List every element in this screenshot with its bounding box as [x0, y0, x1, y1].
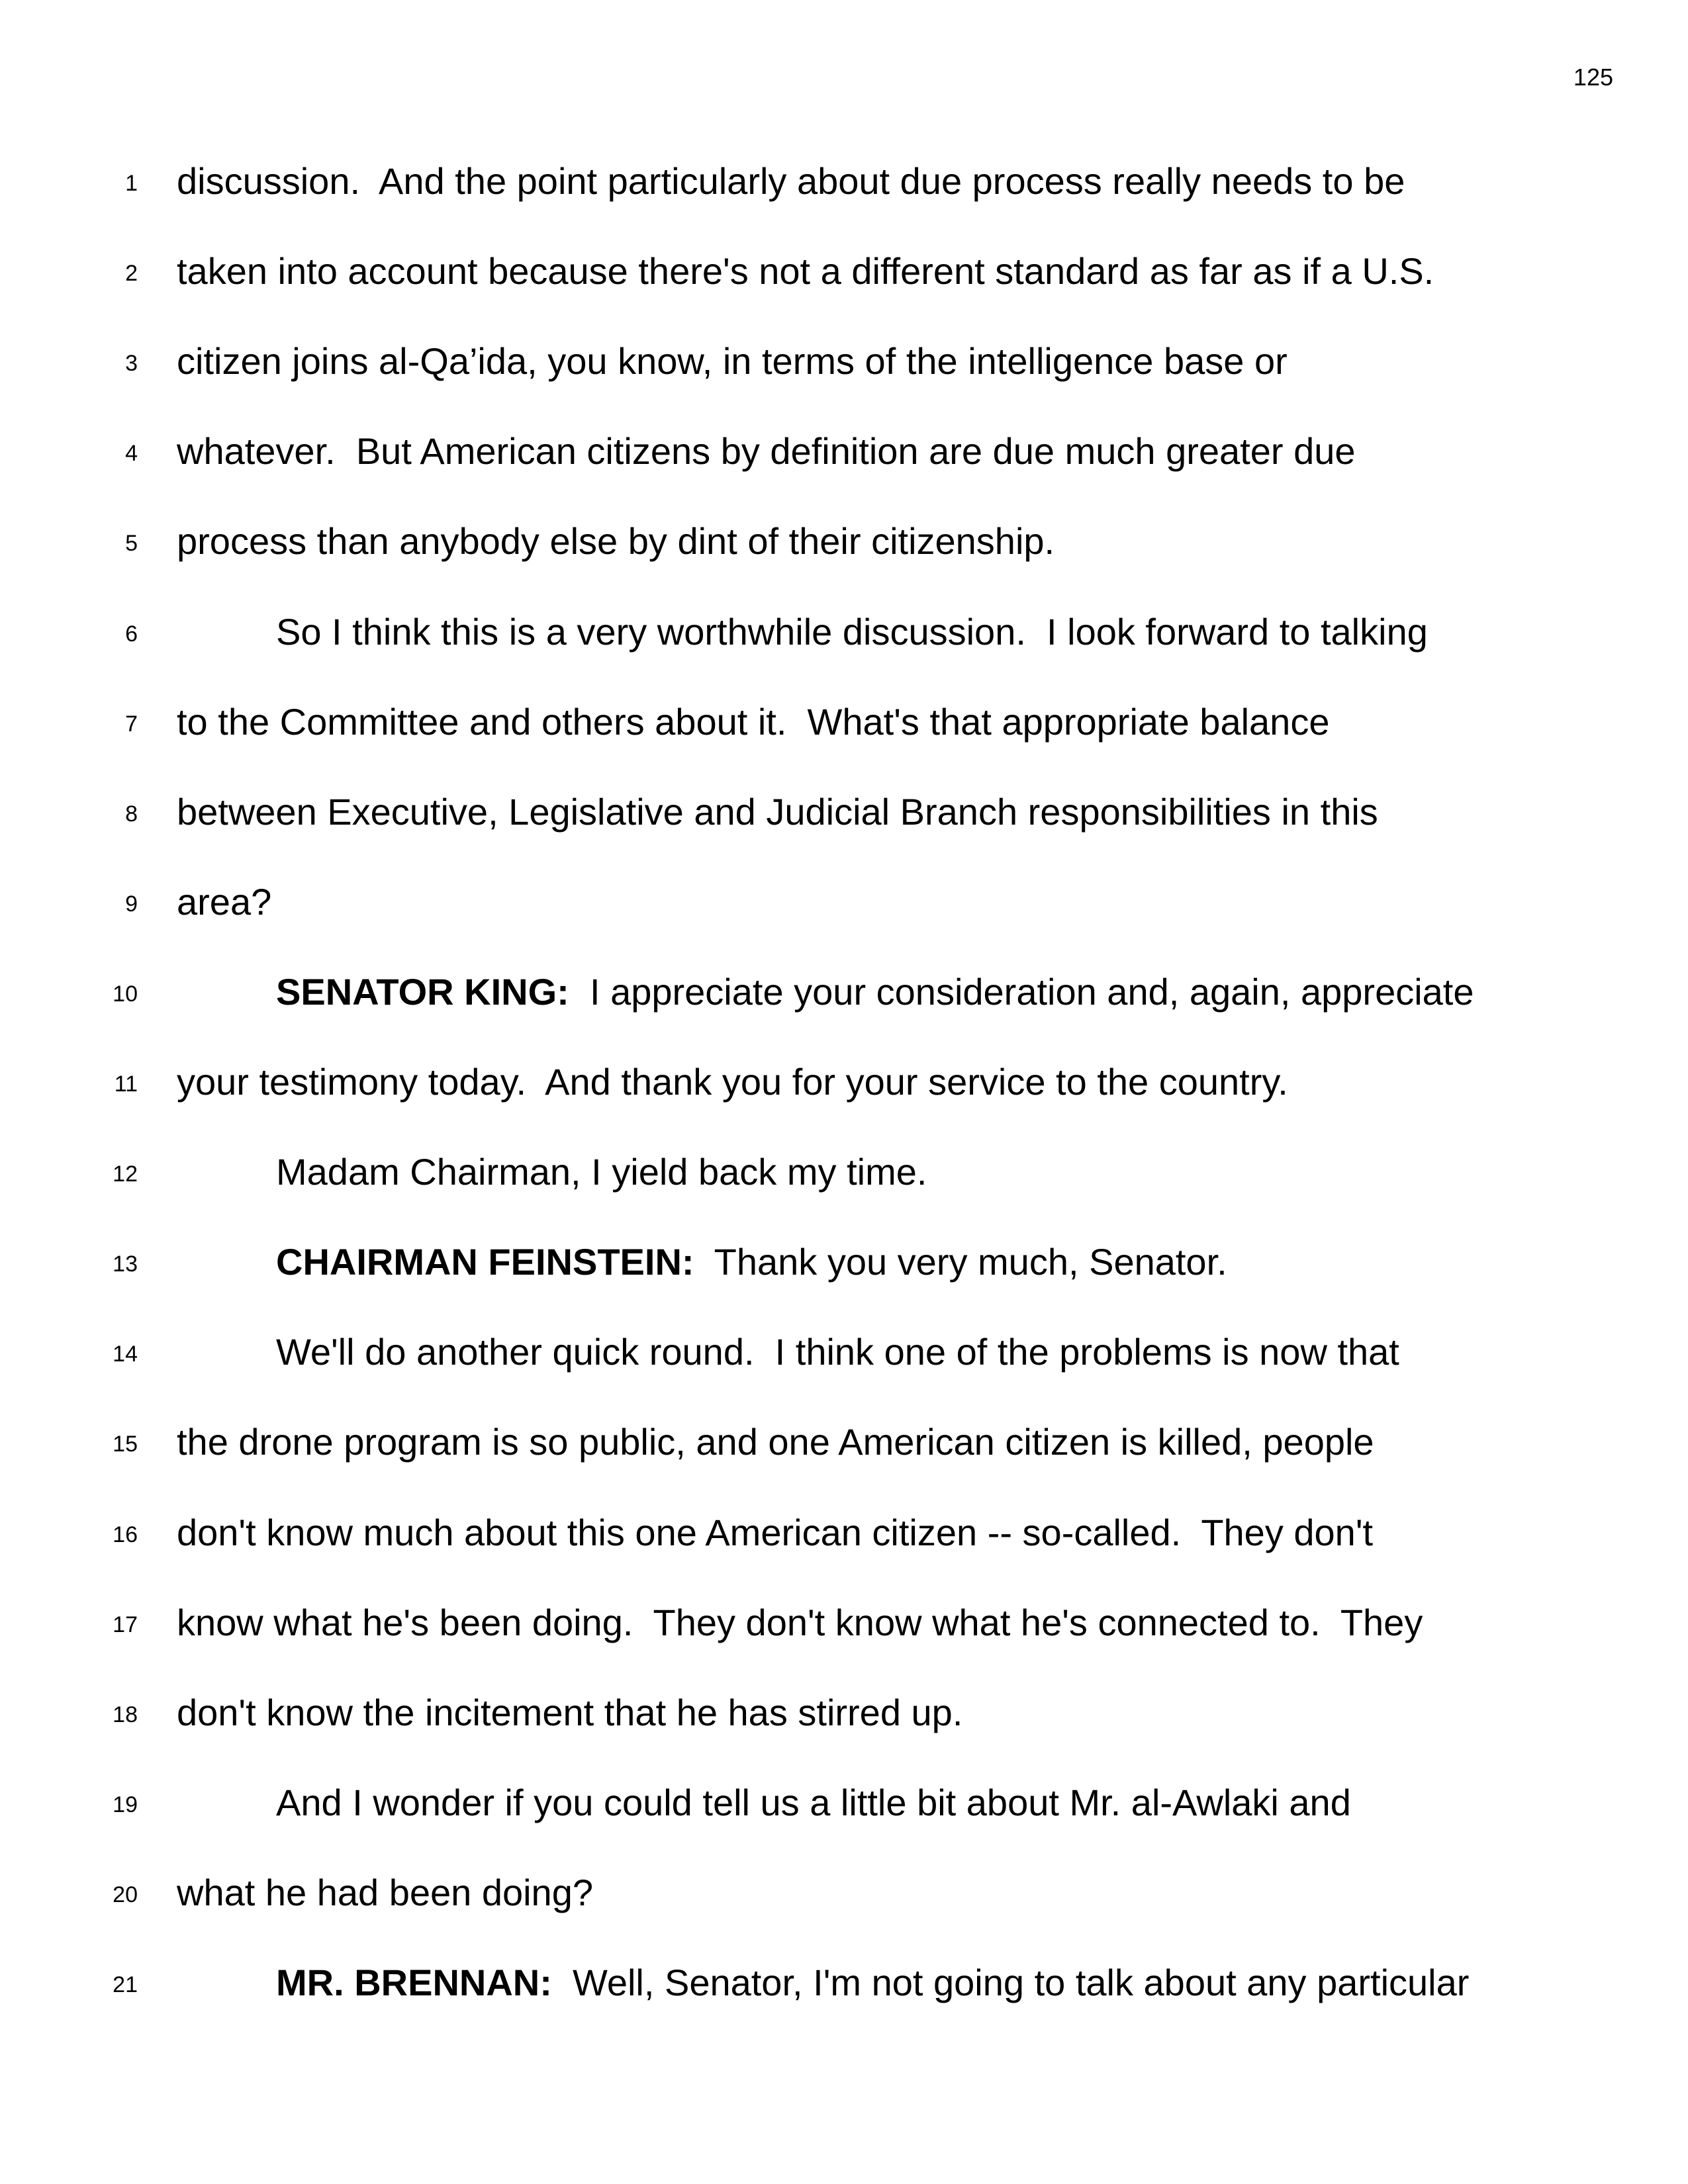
transcript-line [0, 880, 1688, 974]
page-number: 125 [1573, 64, 1613, 91]
line-text [177, 1871, 593, 1915]
line-number: 17 [113, 1612, 138, 1637]
spoken-text: don't know the incitement that he has stirred up. [177, 1691, 963, 1733]
transcript-line [0, 1151, 1688, 1244]
spoken-text: between Executive, Legislative and Judicial Branch responsibilities in this [177, 790, 1378, 833]
line-number: 20 [113, 1882, 138, 1907]
line-number: 9 [125, 891, 138, 917]
transcript-line [0, 700, 1688, 794]
transcript-line [0, 1781, 1688, 1875]
line-text [177, 250, 1434, 293]
line-text [177, 1420, 1374, 1464]
transcript-line [0, 1601, 1688, 1695]
line-number: 11 [114, 1071, 138, 1097]
speaker-name: MR. BRENNAN: [276, 1962, 552, 2003]
transcript-line [0, 790, 1688, 884]
spoken-text: what he had been doing? [177, 1871, 593, 1913]
line-text [177, 880, 271, 924]
transcript-line [0, 340, 1688, 433]
line-text [276, 970, 1474, 1014]
transcript-line [0, 1962, 1688, 2055]
transcript-line [0, 1691, 1688, 1785]
line-text [276, 1150, 927, 1194]
line-text [177, 1691, 962, 1735]
spoken-text: to the Committee and others about it. What's that appropriate balance [177, 700, 1330, 743]
transcript-line [0, 610, 1688, 704]
spoken-text: I appreciate your consideration and, again, appreciate [569, 970, 1474, 1013]
transcript-line [0, 970, 1688, 1064]
line-number: 14 [113, 1342, 138, 1367]
transcript-line [0, 1421, 1688, 1514]
line-text [177, 1060, 1288, 1104]
line-text [177, 430, 1356, 473]
transcript-line [0, 160, 1688, 253]
spoken-text: area? [177, 880, 272, 923]
line-text [177, 1511, 1373, 1555]
line-text [276, 1961, 1469, 2005]
spoken-text: taken into account because there's not a different standard as far as if a U.S. [177, 250, 1434, 293]
spoken-text: Well, Senator, I'm not going to talk about any particular [551, 1962, 1470, 2003]
line-number: 6 [125, 621, 138, 647]
line-text [177, 700, 1329, 744]
spoken-text: Thank you very much, Senator. [694, 1241, 1227, 1283]
line-number: 12 [113, 1161, 138, 1187]
spoken-text: citizen joins al-Qa’ida, you know, in terms of the intelligence base or [177, 340, 1288, 383]
spoken-text: the drone program is so public, and one American citizen is killed, people [177, 1421, 1374, 1463]
spoken-text: And I wonder if you could tell us a little bit about Mr. al-Awlaki and [276, 1781, 1351, 1823]
transcript-line [0, 520, 1688, 614]
spoken-text: your testimony today. And thank you for your service to the country. [177, 1061, 1288, 1103]
line-number: 21 [113, 1972, 138, 1997]
line-text [276, 1330, 1399, 1374]
speaker-name: SENATOR KING: [276, 970, 569, 1013]
transcript-line [0, 1331, 1688, 1424]
line-number: 3 [125, 351, 138, 377]
spoken-text: We'll do another quick round. I think one of the problems is now that [276, 1331, 1399, 1373]
transcript-line [0, 430, 1688, 523]
line-text [276, 1781, 1351, 1825]
line-number: 5 [125, 531, 138, 557]
line-number: 7 [125, 711, 138, 737]
spoken-text: know what he's been doing. They don't know what he's connected to. They [177, 1601, 1423, 1643]
line-text [276, 610, 1428, 654]
line-text [177, 790, 1378, 834]
transcript-line [0, 1061, 1688, 1154]
line-text [177, 1601, 1423, 1645]
transcript-line [0, 1511, 1688, 1605]
line-number: 16 [113, 1522, 138, 1547]
line-number: 18 [113, 1702, 138, 1727]
line-number: 4 [125, 441, 138, 467]
line-number: 1 [125, 171, 138, 196]
spoken-text: whatever. But American citizens by definition are due much greater due [177, 430, 1356, 473]
line-number: 19 [113, 1792, 138, 1817]
line-text [177, 159, 1405, 203]
spoken-text: Madam Chairman, I yield back my time. [276, 1151, 927, 1193]
line-number: 8 [125, 801, 138, 827]
line-text [276, 1240, 1227, 1284]
line-number: 15 [113, 1432, 138, 1457]
line-text [177, 520, 1055, 563]
spoken-text: So I think this is a very worthwhile discussion. I look forward to talking [276, 610, 1428, 653]
line-text [177, 340, 1288, 383]
line-number: 13 [113, 1251, 138, 1277]
transcript-line [0, 1241, 1688, 1334]
speaker-name: CHAIRMAN FEINSTEIN: [276, 1241, 694, 1283]
line-number: 10 [113, 981, 138, 1007]
line-number: 2 [125, 261, 138, 287]
transcript-line [0, 250, 1688, 343]
spoken-text: process than anybody else by dint of their citizenship. [177, 520, 1055, 563]
spoken-text: don't know much about this one American citizen -- so-called. They don't [177, 1511, 1374, 1553]
spoken-text: discussion. And the point particularly about due process really needs to be [177, 160, 1405, 202]
transcript-line [0, 1871, 1688, 1965]
